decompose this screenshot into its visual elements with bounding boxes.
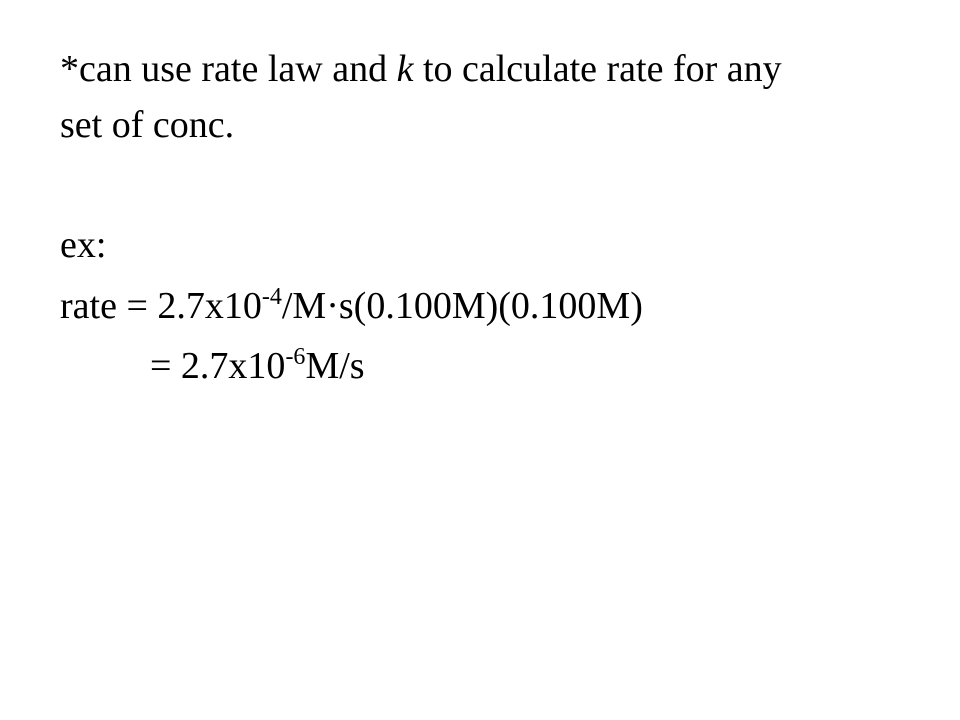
intro-text-part-3: set of conc.: [60, 104, 235, 146]
rate-result: [150, 343, 365, 394]
intro-text-part-1: *can use rate law and: [60, 48, 397, 90]
example-label: [60, 222, 106, 268]
intro-text-part-2: to calculate rate for any: [413, 48, 782, 90]
rate-result-prefix: = 2.7x10: [150, 345, 286, 387]
intro-text-line-1: [60, 46, 782, 92]
rate-equation-suffix: /M·s(0.100M)(0.100M): [281, 285, 643, 327]
example-label-text: ex:: [60, 224, 107, 266]
rate-result-suffix: M/s: [305, 345, 365, 387]
intro-text-line-2: [60, 102, 234, 148]
rate-equation-exponent: -4: [261, 284, 282, 310]
rate-equation: [60, 283, 643, 334]
rate-equation-prefix: rate = 2.7x10: [60, 285, 262, 327]
rate-result-exponent: -6: [285, 344, 306, 370]
rate-constant-k: k: [396, 48, 414, 90]
